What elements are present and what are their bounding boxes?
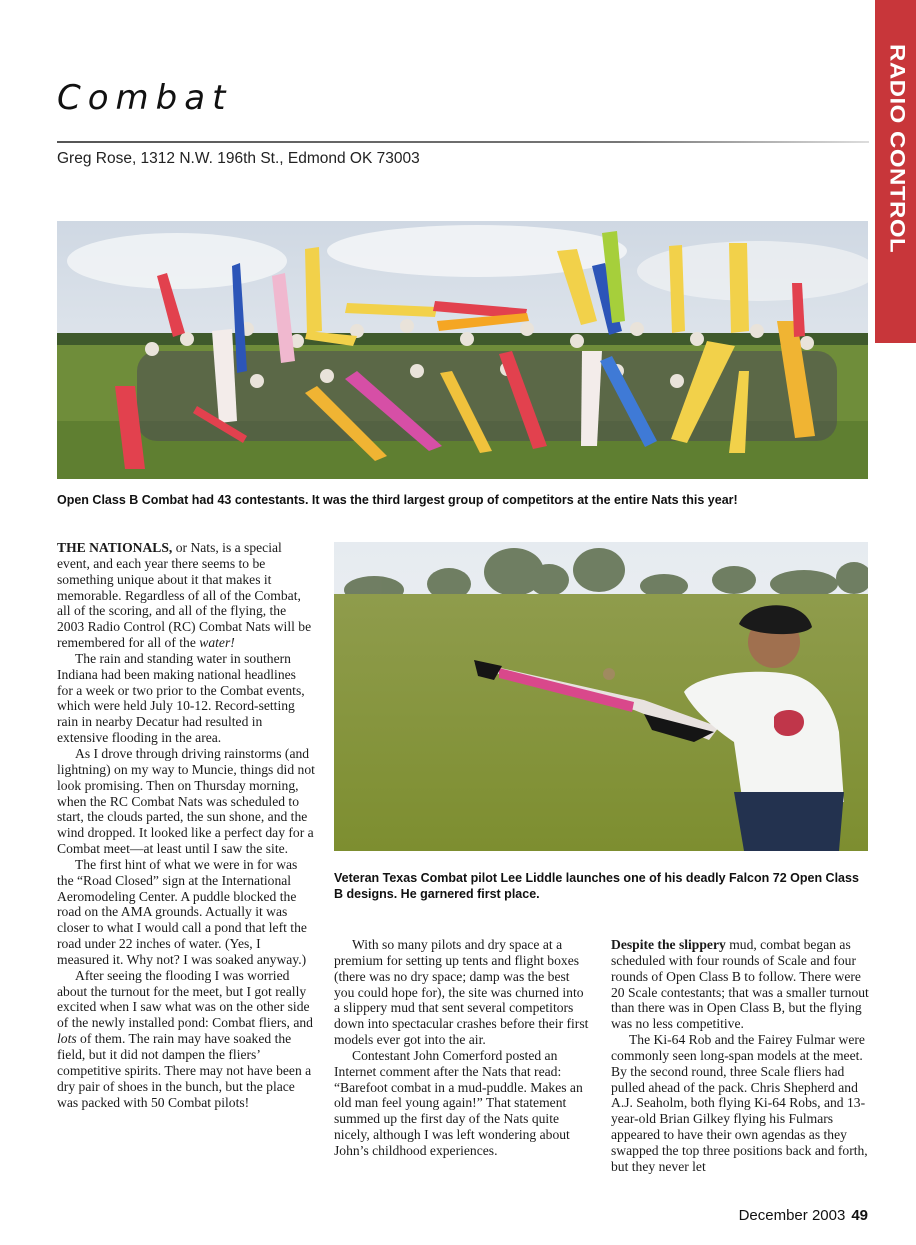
paragraph: After seeing the flooding I was worried about the turnout for the meet, but I got really excited when I saw what was on the other side of the newly installed pond: Combat fliers, and lots of them. The rain may have soaked the field, but it did not dampen the fliers’ competitive spirits. There may not have been a dry pair of shoes in the bunch, but the place was packed with 50 Combat pilots! [57,967,313,1110]
lead-in: Despite the slippery [611,937,726,952]
group-photo-caption: Open Class B Combat had 43 contestants. It was the third largest group of competitors at the entire Nats this year! [57,493,738,507]
paragraph: The first hint of what we were in for was the “Road Closed” sign at the International Aeromodeling Center. A puddle blocked the road on the AMA grounds. Actually it was closer to what I would call a pond that left the road under 22 inches of water. (Yes, I measured it. Why not? I was soaked anyway.) [57,856,307,967]
page-number: 49 [851,1207,868,1224]
title-rule [57,141,869,143]
launch-photo-image [334,542,868,851]
paragraph: THE NATIONALS, or Nats, is a special event, and each year there seems to be something unique about it that makes it memorable. Regardless of all of the Combat, all of the scoring, and all of the flying, the 2003 Radio Control (RC) Combat Nats will be remembered for all of the water! [57,540,312,651]
paragraph: The Ki-64 Rob and the Fairey Fulmar were commonly seen long-span models at the meet. By the second round, three Scale fliers had pulled ahead of the pack. Chris Shepherd and A.J. Seaholm, both flying Ki-64 Robs, and 13-year-old Brian Gilkey flying his Fulmars appeared to have their own agendas as they swapped the top three positions back and forth, but they never let [611,1032,868,1174]
section-tab-label: RADIO CONTROL [885,44,910,254]
article-column-2 [334,937,590,1159]
issue-date: December 2003 [738,1207,846,1224]
section-tab [875,0,916,343]
launch-photo-caption: Veteran Texas Combat pilot Lee Liddle launches one of his deadly Falcon 72 Open Class B designs. He garnered first place. [334,871,859,901]
paragraph: As I drove through driving rainstorms (and lightning) on my way to Muncie, things did not look promising. Then on Thursday morning, when the RC Combat Nats was scheduled to start, the clouds parted, the sun shone, and the wind dropped. It looked like a perfect day for a Combat meet—at least until I saw the site. [57,745,315,857]
paragraph: With so many pilots and dry space at a premium for setting up tents and flight boxes (there was no dry space; damp was the best you could hope for), the site was churned into a slippery mud that sent several competitors down into spectacular crashes before their first models ever got into the air. [334,937,589,1048]
group-photo-image [57,221,868,479]
article-column-3 [611,937,869,1175]
author-byline: Greg Rose, 1312 N.W. 196th St., Edmond OK 73003 [57,150,420,167]
page-footer [739,1207,868,1224]
launch-photo [334,542,868,851]
article-column-1 [57,540,315,1110]
paragraph: Contestant John Comerford posted an Internet comment after the Nats that read: “Barefoot combat in a mud-puddle. Makes an old man feel young again!” That statement summed up the first day of the Nats quite nicely, although I was left wondering about John’s childhood experiences. [334,1047,583,1158]
lead-in: THE NATIONALS, [57,540,173,555]
article-title: Combat [57,78,233,118]
paragraph: Despite the slippery mud, combat began as scheduled with four rounds of Scale and four rounds of Open Class B to follow. There were 20 Scale contestants; that was a smaller turnout than there was in Open Class B, but the flying was no less competitive. [611,937,869,1032]
paragraph: The rain and standing water in southern Indiana had been making national headlines for a week or two prior to the Combat events, which were held July 10-12. Record-setting rain in nearby Decatur had resulted in extensive flooding in the area. [57,650,305,746]
group-photo [57,221,868,479]
